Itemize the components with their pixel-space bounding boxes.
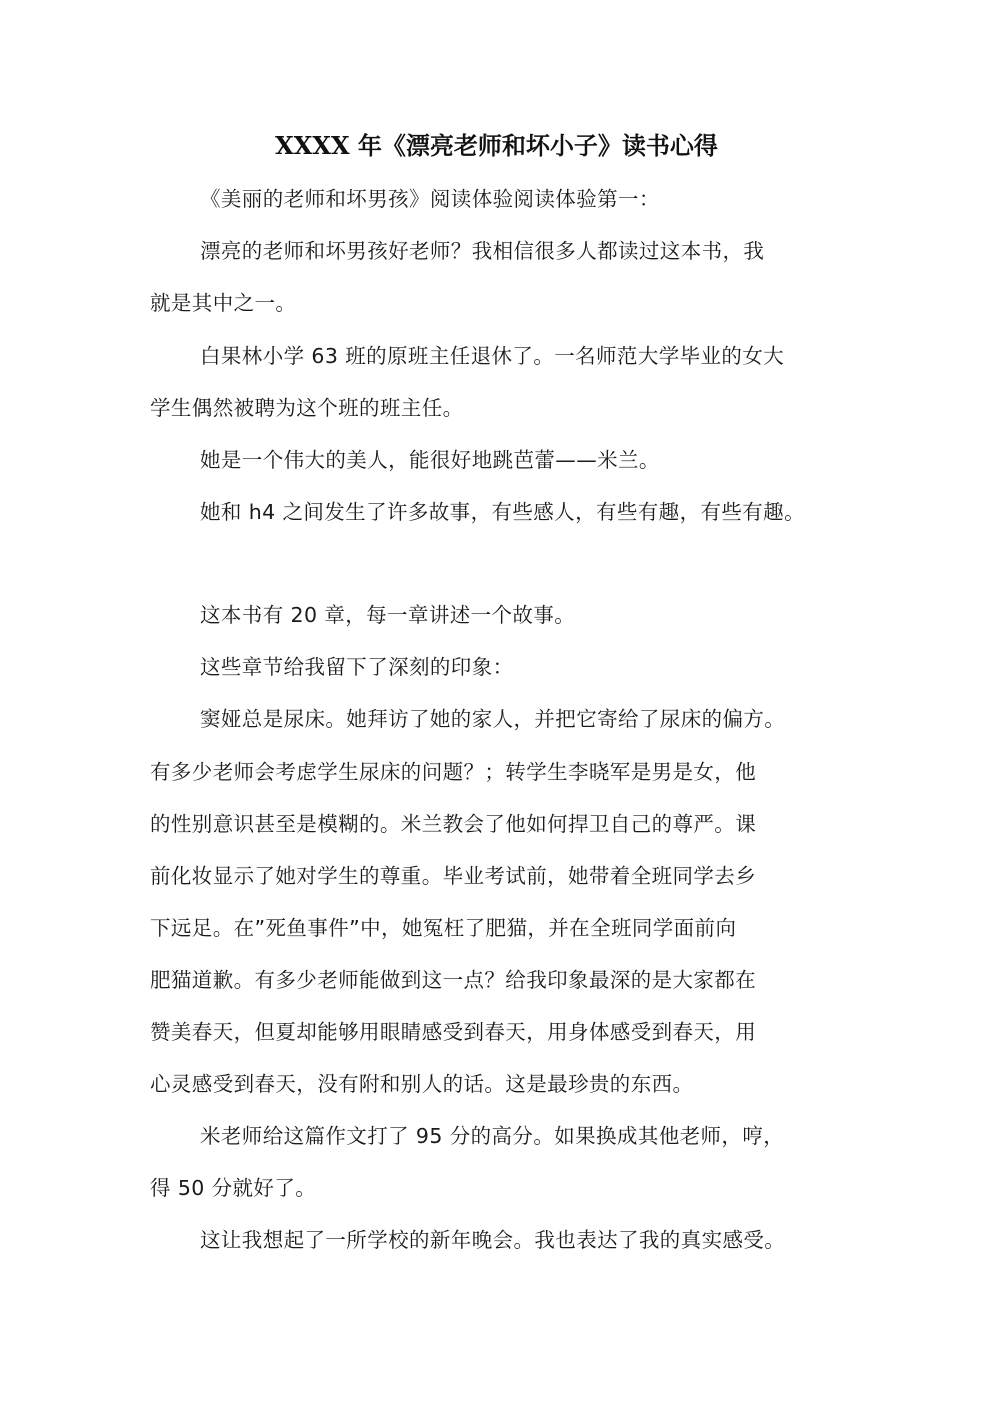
text-line: 学生偶然被聘为这个班的班主任。 [150, 396, 464, 420]
text-line: 心灵感受到春天，没有附和别人的话。这是最珍贵的东西。 [150, 1072, 694, 1096]
text-line: 米老师给这篇作文打了 95 分的高分。如果换成其他老师，哼， [200, 1124, 785, 1148]
text-line: 赞美春天，但夏却能够用眼睛感受到春天，用身体感受到春天，用 [150, 1020, 757, 1044]
text-line: 漂亮的老师和坏男孩好老师？我相信很多人都读过这本书，我 [200, 239, 765, 263]
text-line: 《美丽的老师和坏男孩》阅读体验阅读体验第一： [200, 187, 660, 211]
text-line: 前化妆显示了她对学生的尊重。毕业考试前，她带着全班同学去乡 [150, 864, 757, 888]
text-line: 有多少老师会考虑学生尿床的问题？；转学生李晓军是男是女，他 [150, 760, 757, 784]
text-line: 肥猫道歉。有多少老师能做到这一点？给我印象最深的是大家都在 [150, 968, 757, 992]
text-line: 白果林小学 63 班的原班主任退休了。一名师范大学毕业的女大 [200, 344, 785, 368]
text-line: 她和 h4 之间发生了许多故事，有些感人，有些有趣，有些有趣。 [200, 500, 805, 524]
text-line: 窦娅总是尿床。她拜访了她的家人，并把它寄给了尿床的偏方。 [200, 707, 786, 731]
text-line: 就是其中之一。 [150, 291, 297, 315]
text-line: 这让我想起了一所学校的新年晚会。我也表达了我的真实感受。 [200, 1228, 786, 1252]
text-line: 她是一个伟大的美人，能很好地跳芭蕾——米兰。 [200, 448, 660, 472]
document-title: XXXX 年《漂亮老师和坏小子》读书心得 [275, 131, 718, 160]
text-line: 的性别意识甚至是模糊的。米兰教会了他如何捍卫自己的尊严。课 [150, 812, 757, 836]
text-line: 下远足。在”死鱼事件”中，她冤枉了肥猫，并在全班同学面前向 [150, 916, 737, 940]
text-line: 得 50 分就好了。 [150, 1176, 317, 1200]
text-line: 这本书有 20 章，每一章讲述一个故事。 [200, 603, 576, 627]
text-line: 这些章节给我留下了深刻的印象： [200, 655, 514, 679]
